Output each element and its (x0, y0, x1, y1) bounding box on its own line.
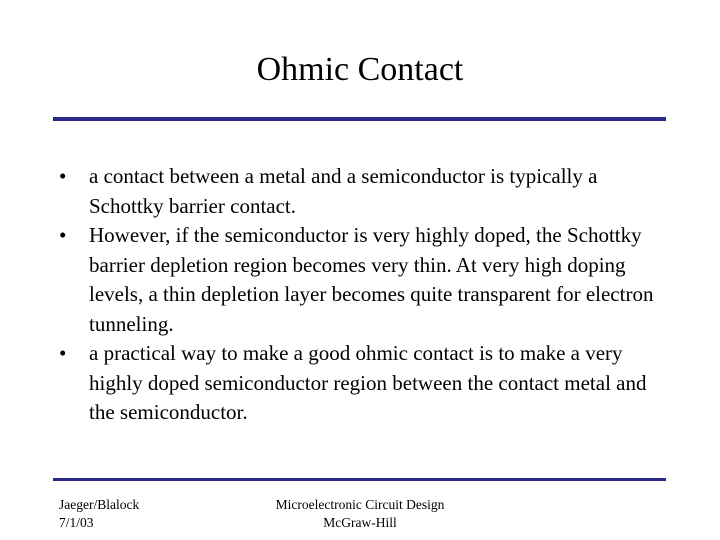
footer-book-title: Microelectronic Circuit Design (275, 497, 445, 512)
footer-divider (53, 478, 666, 481)
bullet-item (56, 339, 666, 428)
bullet-text: a contact between a metal and a semiconductor is typically a Schottky barrier contact. (89, 164, 598, 218)
title-divider (53, 117, 666, 121)
footer-author: Jaeger/Blalock (59, 497, 140, 512)
footer-date: 7/1/03 (59, 515, 94, 530)
bullet-item (56, 221, 666, 339)
bullet-list (56, 162, 666, 428)
bullet-marker: • (59, 164, 67, 188)
bullet-marker: • (59, 223, 67, 247)
bullet-text: However, if the semiconductor is very highly doped, the Schottky barrier depletion region becomes very thin. At very high doping levels, a thin depletion layer becomes quite transparent for electron tunneling. (89, 223, 654, 336)
bullet-item (56, 162, 666, 221)
footer-publisher: McGraw-Hill (323, 515, 397, 530)
footer-author-date (59, 496, 139, 532)
slide-title: Ohmic Contact (256, 51, 464, 88)
footer-book-publisher (250, 496, 470, 532)
bullet-text: a practical way to make a good ohmic contact is to make a very highly doped semiconductor region between the contact metal and the semiconductor. (89, 341, 647, 424)
bullet-marker: • (59, 341, 67, 365)
